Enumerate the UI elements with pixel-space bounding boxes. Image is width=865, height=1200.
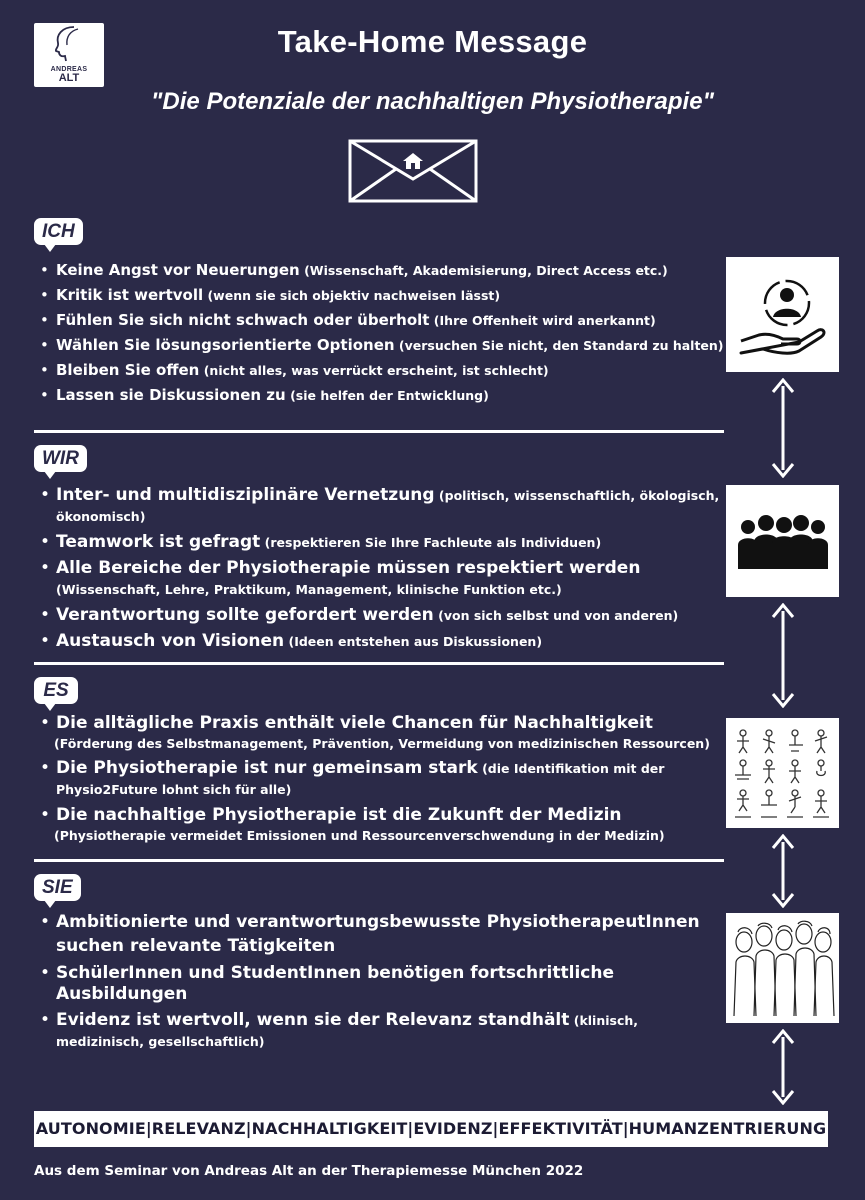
section-label-sie: SIE — [34, 874, 81, 901]
double-arrow-vertical-icon — [771, 378, 795, 478]
section-divider — [34, 430, 724, 433]
section-label-es: ES — [34, 677, 78, 704]
envelope-home-icon — [348, 139, 478, 203]
section-divider — [34, 662, 724, 665]
list-item: • Ambitionierte und verantwortungsbewusste PhysiotherapeutInnen suchen relevante Tätigkeiten — [40, 910, 724, 958]
list-item: • Lassen sie Diskussionen zu (sie helfen der Entwicklung) — [40, 386, 724, 405]
wir-list — [40, 485, 724, 657]
list-item: • Keine Angst vor Neuerungen (Wissenschaft, Akademisierung, Direct Access etc.) — [40, 261, 724, 280]
section-divider — [34, 859, 724, 862]
logo-line2: ALT — [58, 72, 80, 84]
list-item: • Fühlen Sie sich nicht schwach oder überholt (Ihre Offenheit wird anerkannt) — [40, 311, 724, 330]
double-arrow-vertical-icon — [771, 603, 795, 708]
list-item: • Inter- und multidisziplinäre Vernetzung (politisch, wissenschaftlich, ökologisch, ökonomisch) — [40, 485, 724, 527]
list-item: • Austausch von Visionen (Ideen entstehen aus Diskussionen) — [40, 631, 724, 652]
section-sie — [34, 874, 724, 1049]
section-wir — [34, 445, 724, 660]
footer-credit: Aus dem Seminar von Andreas Alt an der Therapiemesse München 2022 — [34, 1163, 584, 1179]
list-item: • Verantwortung sollte gefordert werden (von sich selbst und von anderen) — [40, 605, 724, 626]
double-arrow-vertical-icon — [771, 1029, 795, 1105]
page-title: Take-Home Message — [277, 24, 588, 59]
list-item: • Kritik ist wertvoll (wenn sie sich objektiv nachweisen lässt) — [40, 286, 724, 305]
ich-list — [40, 261, 724, 411]
section-ich — [34, 218, 724, 428]
list-item: • Bleiben Sie offen (nicht alles, was verrückt erscheint, ist schlecht) — [40, 361, 724, 380]
list-item: • Alle Bereiche der Physiotherapie müssen respektiert werden (Wissenschaft, Lehre, Praktikum, Management, klinische Funktion etc.) — [40, 558, 724, 600]
logo-line1: ANDREAS — [50, 66, 88, 73]
group-people-sketch-image — [726, 913, 839, 1023]
list-item: • SchülerInnen und StudentInnen benötigen fortschrittliche Ausbildungen — [40, 963, 724, 1005]
list-item: • Teamwork ist gefragt (respektieren Sie Ihre Fachleute als Individuen) — [40, 532, 724, 553]
physiotherapy-exercises-icon — [731, 723, 835, 823]
values-bar: AUTONOMIE|RELEVANZ|NACHHALTIGKEIT|EVIDENZ|EFFEKTIVITÄT|HUMANZENTRIERUNG — [34, 1111, 828, 1147]
list-item: • Evidenz ist wertvoll, wenn sie der Relevanz standhält (klinisch, medizinisch, gesellschaftlich) — [40, 1010, 724, 1052]
list-item: • Wählen Sie lösungsorientierte Optionen (versuchen Sie nicht, den Standard zu halten) — [40, 336, 724, 355]
double-arrow-vertical-icon — [771, 834, 795, 908]
section-es — [34, 677, 724, 857]
section-label-ich: ICH — [34, 218, 83, 245]
sie-list — [40, 910, 724, 1057]
list-item: • Die nachhaltige Physiotherapie ist die Zukunft der Medizin (Physiotherapie vermeidet Emissionen und Ressourcenverschwendung in der Medizin) — [40, 805, 724, 845]
page-subtitle: "Die Potenziale der nachhaltigen Physiotherapie" — [151, 88, 714, 115]
hand-holding-person-icon — [735, 269, 831, 361]
hand-holding-person-image — [726, 257, 839, 372]
group-people-sketch-icon — [730, 918, 836, 1018]
es-list — [40, 713, 724, 850]
group-silhouettes-icon — [738, 511, 828, 571]
list-item: • Die Physiotherapie ist nur gemeinsam stark (die Identifikation mit der Physio2Future lohnt sich für alle) — [40, 758, 724, 800]
list-item: • Die alltägliche Praxis enthält viele Chancen für Nachhaltigkeit (Förderung des Selbstmanagement, Prävention, Vermeidung von medizinischen Ressourcen) — [40, 713, 724, 753]
physiotherapy-exercises-image — [726, 718, 839, 828]
section-label-wir: WIR — [34, 445, 87, 472]
group-silhouettes-image — [726, 485, 839, 597]
